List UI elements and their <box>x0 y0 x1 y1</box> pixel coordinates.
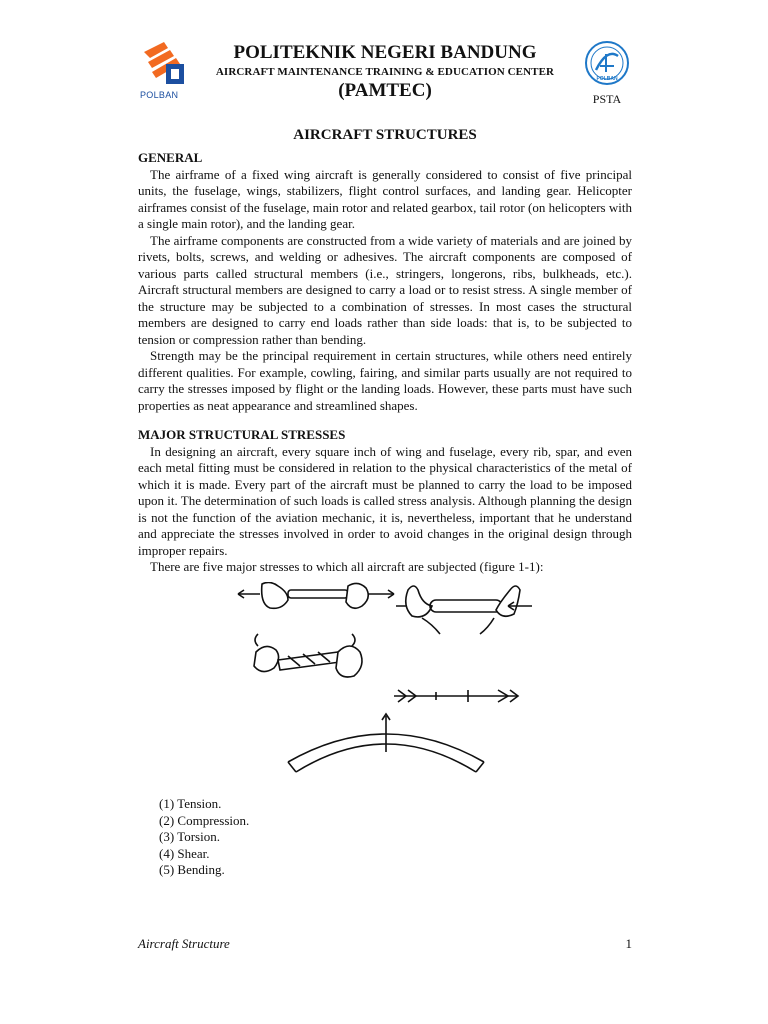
section-heading-general: GENERAL <box>138 150 203 165</box>
paragraph: There are five major stresses to which all aircraft are subjected (figure 1-1): <box>150 559 544 574</box>
list-item: (5) Bending. <box>159 862 225 877</box>
list-item: (1) Tension. <box>159 796 222 811</box>
paragraph: Strength may be the principal requirement in certain structures, while others need entirely different qualities. For example, cowling, fairing, and similar parts usually are not required to carry the stresses imposed by flight or the landing loads. However, these parts must have such properties as neat appearance and streamlined shapes. <box>138 348 632 413</box>
stress-illustrations <box>138 582 632 790</box>
compression-illustration <box>396 586 532 634</box>
page-number: 1 <box>625 936 632 951</box>
document-title: AIRCRAFT STRUCTURES <box>293 127 477 143</box>
paragraph: The airframe components are constructed from a wide variety of materials and are joined by rivets, bolts, screws, and welding or adhesives. The aircraft components are composed of various parts called structural members (i.e., stringers, longerons, ribs, bulkheads, etc.). Aircraft structural members are designed to carry a load or to resist stress. A single member of the structure may be subjected to a combination of stresses. In most cases the structural members are designed to carry end loads rather than side loads: that is, to be subjected to tension or compression rather than bending. <box>138 232 632 347</box>
section-heading-major-stresses: MAJOR STRUCTURAL STRESSES <box>138 427 346 442</box>
shear-illustration <box>394 690 518 702</box>
paragraph: In designing an aircraft, every square inch of wing and fuselage, every rib, spar, and even each metal fitting must be considered in relation to the physical characteristics of the metal of which it is made. Every part of the aircraft must be planned to carry the load to be imposed upon it. The determination of such loads is called stress analysis. Although planning the design is not the function of the aviation mechanic, it is, nevertheless, important that he understand and appreciate the stresses involved in order to avoid changes in the original design through improper repairs. <box>138 443 632 558</box>
stress-list <box>159 796 249 879</box>
psta-ring-text: POLBAN <box>596 76 618 82</box>
list-item: (3) Torsion. <box>159 829 220 844</box>
institution-block <box>198 38 572 103</box>
footer-document-name: Aircraft Structure <box>138 936 230 951</box>
torsion-illustration <box>254 634 362 677</box>
page-header <box>138 38 632 108</box>
psta-label: PSTA <box>592 92 622 106</box>
bending-illustration <box>288 714 484 772</box>
psta-logo <box>582 40 632 106</box>
institution-name: POLITEKNIK NEGERI BANDUNG <box>233 42 537 63</box>
polban-logo-text: POLBAN <box>140 90 179 100</box>
tension-illustration <box>238 582 394 608</box>
list-item: (4) Shear. <box>159 845 210 861</box>
document-body <box>138 124 632 790</box>
center-acronym: (PAMTEC) <box>338 80 432 101</box>
stress-figure <box>138 582 632 790</box>
list-item: (2) Compression. <box>159 812 250 828</box>
polban-logo <box>138 38 194 104</box>
paragraph: The airframe of a fixed wing aircraft is generally considered to consist of five principal units, the fuselage, wings, stabilizers, flight control surfaces, and landing gear. Helicopter airframes consist of the fuselage, main rotor and related gearbox, tail rotor (on helicopters with a single main rotor), and the landing gear. <box>138 166 632 231</box>
polban-logo-mark <box>138 38 194 90</box>
center-name: AIRCRAFT MAINTENANCE TRAINING & EDUCATION CENTER <box>215 66 555 78</box>
psta-logo-mark <box>584 40 630 86</box>
